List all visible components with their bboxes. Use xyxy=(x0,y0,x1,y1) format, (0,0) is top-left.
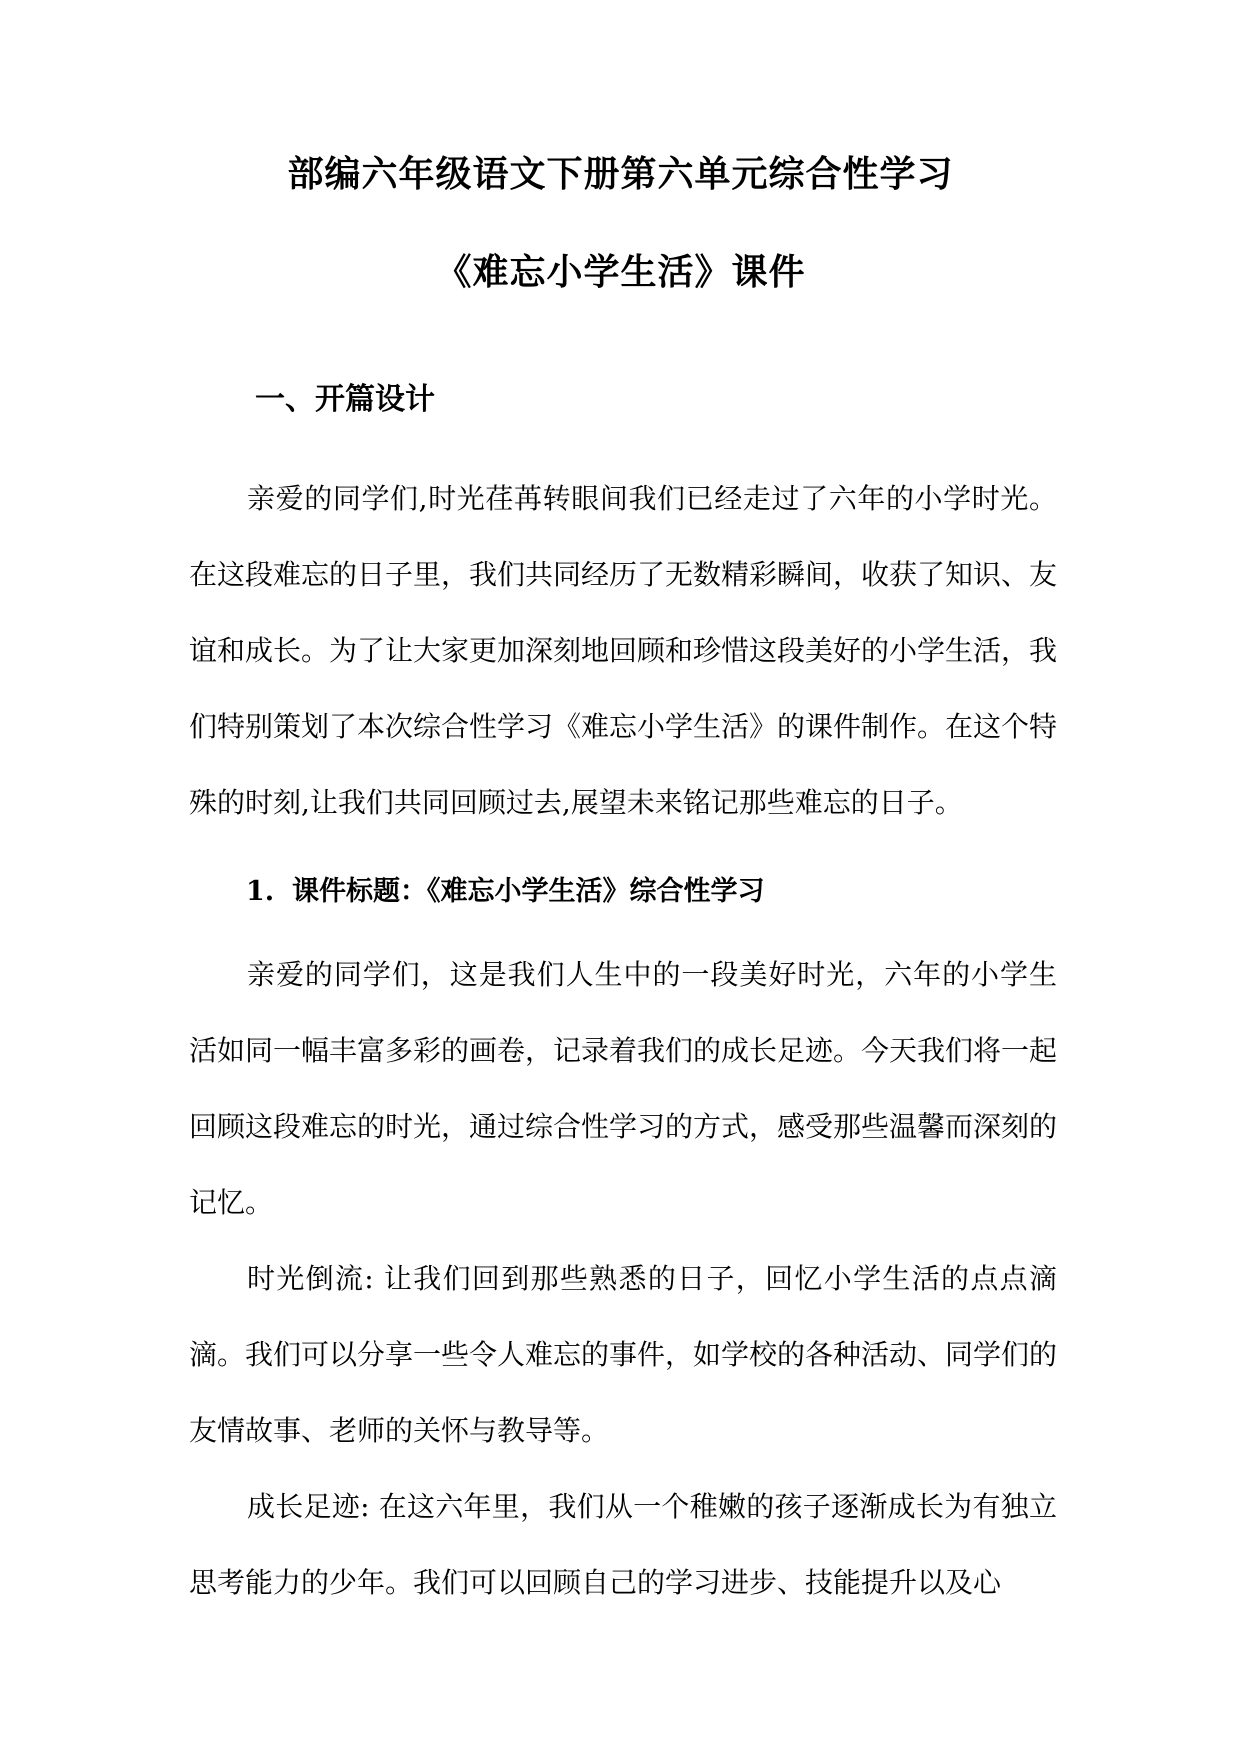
subheading-number: 1. xyxy=(246,876,275,907)
section-heading-opening-design: 一、开篇设计 xyxy=(255,382,435,417)
subheading-courseware-title xyxy=(246,874,765,910)
paragraph-beautiful-time: 亲爱的同学们，这是我们人生中的一段美好时光，六年的小学生活如同一幅丰富多彩的画卷，记录着我们的成长足迹。今天我们将一起回顾这段难忘的时光，通过综合性学习的方式，感受那些温馨而深刻的记忆。 xyxy=(189,958,1058,1219)
document-title-line-1: 部编六年级语文下册第六单元综合性学习 xyxy=(287,153,954,195)
paragraph-time-rewind: 时光倒流: 让我们回到那些熟悉的日子，回忆小学生活的点点滴滴。我们可以分享一些令人难忘的事件，如学校的各种活动、同学们的友情故事、老师的关怀与教导等。 xyxy=(189,1262,1058,1447)
subheading-text: 课件标题：《难忘小学生活》综合性学习 xyxy=(292,876,765,907)
paragraph-growth-footprints: 成长足迹: 在这六年里，我们从一个稚嫩的孩子逐渐成长为有独立思考能力的少年。我们可以回顾自己的学习进步、技能提升以及心 xyxy=(189,1490,1057,1599)
document-title-line-2: 《难忘小学生活》课件 xyxy=(435,251,806,293)
paragraph-intro: 亲爱的同学们,时光荏苒转眼间我们已经走过了六年的小学时光。在这段难忘的日子里，我们共同经历了无数精彩瞬间，收获了知识、友谊和成长。为了让大家更加深刻地回顾和珍惜这段美好的小学生活，我们特别策划了本次综合性学习《难忘小学生活》的课件制作。在这个特殊的时刻,让我们共同回顾过去,展望未来铭记那些难忘的日子。 xyxy=(189,482,1058,819)
